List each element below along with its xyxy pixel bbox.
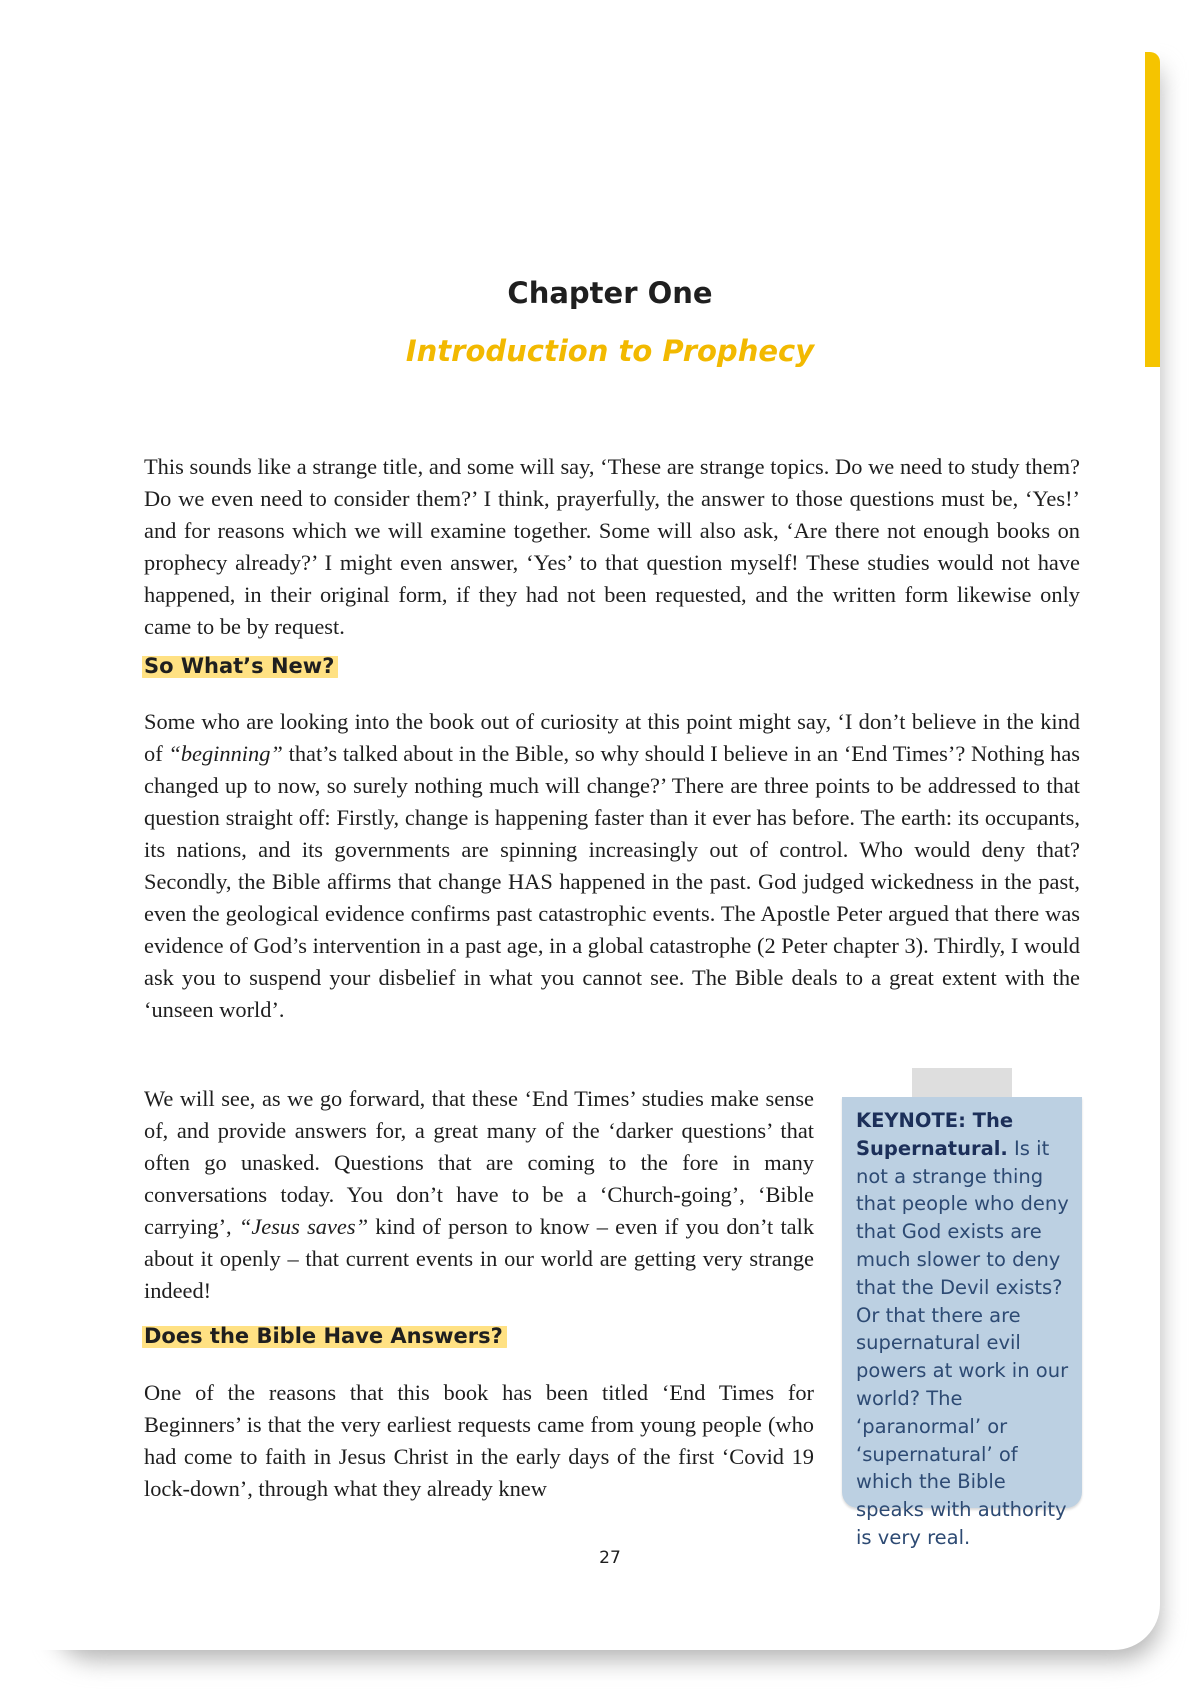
keynote-label: KEYNOTE: The Supernatural.	[856, 1109, 1014, 1160]
paragraph-intro: This sounds like a strange title, and some will say, ‘These are strange topics. Do we need to study them? Do we even need to consider them?’ I think, prayerfully, the answer to those questions must be, ‘Yes!’ and for reasons which we will examine together. Some will also ask, ‘Are there not enough books on prophecy already?’ I might even answer, ‘Yes’ to that question myself! These studies would not have happened, in their original form, if they had not been requested, and the written form likewise only came to be by request.	[144, 454, 1080, 639]
keynote-text	[856, 1107, 1078, 1552]
chapter-accent-bar	[1145, 52, 1160, 367]
chapter-number: Chapter One	[507, 276, 713, 310]
keynote-body: Is it not a strange thing that people who deny that God exists are much slower to deny that the Devil exists? Or that there are supernatural evil powers at work in our world? The ‘paranormal’ or ‘supernatural’ of which the Bible speaks with authority is very real.	[856, 1136, 1069, 1549]
paragraph-text: kind of person to know – even if you don’t talk about it openly – that current events in our world are getting very strange indeed!	[144, 1214, 815, 1303]
section-heading-whats-new: So What’s New?	[142, 652, 338, 680]
paragraph-beginners: One of the reasons that this book has been titled ‘End Times for Beginners’ is that the very earliest requests came from young people (who had come to faith in Jesus Christ in the early days of the first ‘Covid 19 lock-down’, through what they already knew	[144, 1380, 814, 1501]
chapter-title: Introduction to Prophecy	[405, 334, 815, 368]
section-heading-bible-answers: Does the Bible Have Answers?	[142, 1322, 507, 1350]
paragraph-text: We will see, as we go forward, that these ‘End Times’ studies make sense of, and provide answers for, a great many of the ‘darker questions’ that often go unasked. Questions that are coming to the fore in many conversations today. You don’t have to be a ‘Church-going’, ‘Bible carrying’,	[144, 1086, 814, 1239]
italic-quote: “beginning”	[168, 741, 283, 766]
paragraph-darker-questions	[144, 1083, 814, 1307]
paragraph-text: Some who are looking into the book out of curiosity at this point might say, ‘I don’t believe in the kind of	[144, 709, 1080, 766]
paragraph-text: that’s talked about in the Bible, so why should I believe in an ‘End Times’? Nothing has changed up to now, so surely nothing much will change?’ There are three points to be addressed to that question straight off: Firstly, change is happening faster than it ever has before. The earth: its occupants, its nations, and its governments are spinning increasingly out of control. Who would deny that? Secondly, the Bible affirms that change HAS happened in the past. God judged wickedness in the past, even the geological evidence confirms past catastrophic events. The Apostle Peter argued that there was evidence of God’s intervention in a past age, in a global catastrophe (2 Peter chapter 3). Thirdly, I would ask you to suspend your disbelief in what you cannot see. The Bible deals to a great extent with the ‘unseen world’.	[144, 741, 1080, 1022]
page-number: 27	[599, 1548, 621, 1568]
paragraph-whats-new	[144, 706, 1080, 1026]
italic-quote: “Jesus saves”	[238, 1214, 369, 1239]
